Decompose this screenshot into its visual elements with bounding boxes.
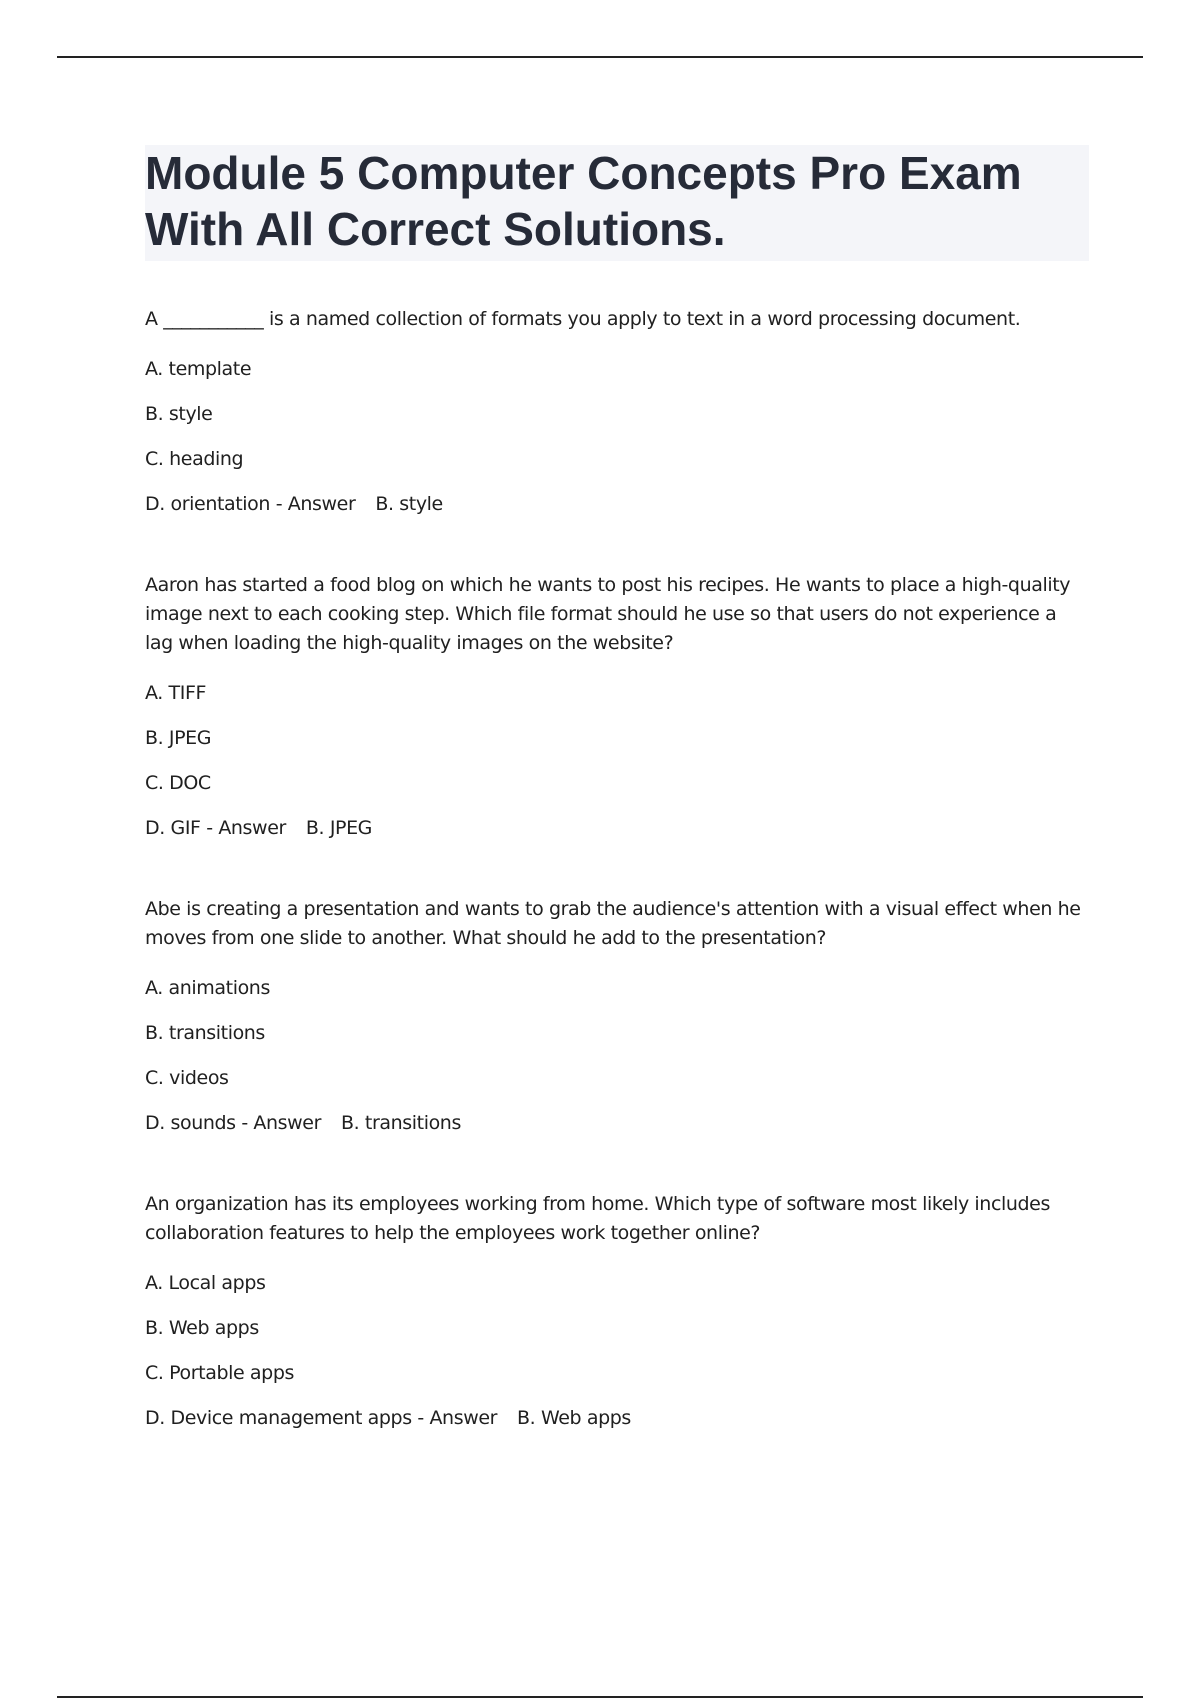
option-b: B. style <box>145 403 213 425</box>
top-rule <box>57 56 1143 58</box>
option-d-with-answer <box>145 1101 1089 1146</box>
option-c: C. heading <box>145 448 244 470</box>
answer-value: B. transitions <box>341 1112 461 1134</box>
answer-label: - Answer <box>417 1407 498 1429</box>
option-a: A. TIFF <box>145 682 207 704</box>
option-d: D. orientation <box>145 493 271 515</box>
answer-label: - Answer <box>241 1112 322 1134</box>
option-a: A. Local apps <box>145 1272 266 1294</box>
question-text: An organization has its employees working from home. Which type of software most likely includes collaboration features to help the employees work together online? <box>145 1193 1050 1244</box>
answer-label: - Answer <box>275 493 356 515</box>
option-b: B. JPEG <box>145 727 212 749</box>
question-text: Abe is creating a presentation and wants to grab the audience's attention with a visual effect when he moves from one slide to another. What should he add to the presentation? <box>145 898 1081 949</box>
document-body <box>145 145 1089 1485</box>
option-c: C. DOC <box>145 772 211 794</box>
option-d: D. sounds <box>145 1112 236 1134</box>
option-d: D. GIF <box>145 817 201 839</box>
option-d-with-answer <box>145 806 1089 851</box>
question-3 <box>145 895 1089 1146</box>
question-1 <box>145 305 1089 527</box>
answer-label: - Answer <box>206 817 286 839</box>
option-b: B. Web apps <box>145 1317 259 1339</box>
title-block <box>145 145 1089 261</box>
option-c: C. Portable apps <box>145 1362 294 1384</box>
question-text: Aaron has started a food blog on which he wants to post his recipes. He wants to place a high-quality image next to each cooking step. Which file format should he use so that users do not experience a lag when loading the high-quality images on the website? <box>145 574 1071 654</box>
option-b: B. transitions <box>145 1022 265 1044</box>
page-title: Module 5 Computer Concepts Pro Exam With All Correct Solutions. <box>145 147 1022 255</box>
question-text: A ___________ is a named collection of formats you apply to text in a word processing document. <box>145 308 1021 330</box>
question-2 <box>145 571 1089 851</box>
answer-value: B. style <box>375 493 443 515</box>
answer-value: B. Web apps <box>517 1407 631 1429</box>
question-4 <box>145 1190 1089 1441</box>
option-d-with-answer <box>145 1396 1089 1441</box>
option-a: A. template <box>145 358 252 380</box>
option-c: C. videos <box>145 1067 229 1089</box>
bottom-rule <box>57 1696 1143 1698</box>
option-d-with-answer <box>145 482 1089 527</box>
option-a: A. animations <box>145 977 270 999</box>
answer-value: B. JPEG <box>305 817 373 839</box>
option-d: D. Device management apps <box>145 1407 412 1429</box>
